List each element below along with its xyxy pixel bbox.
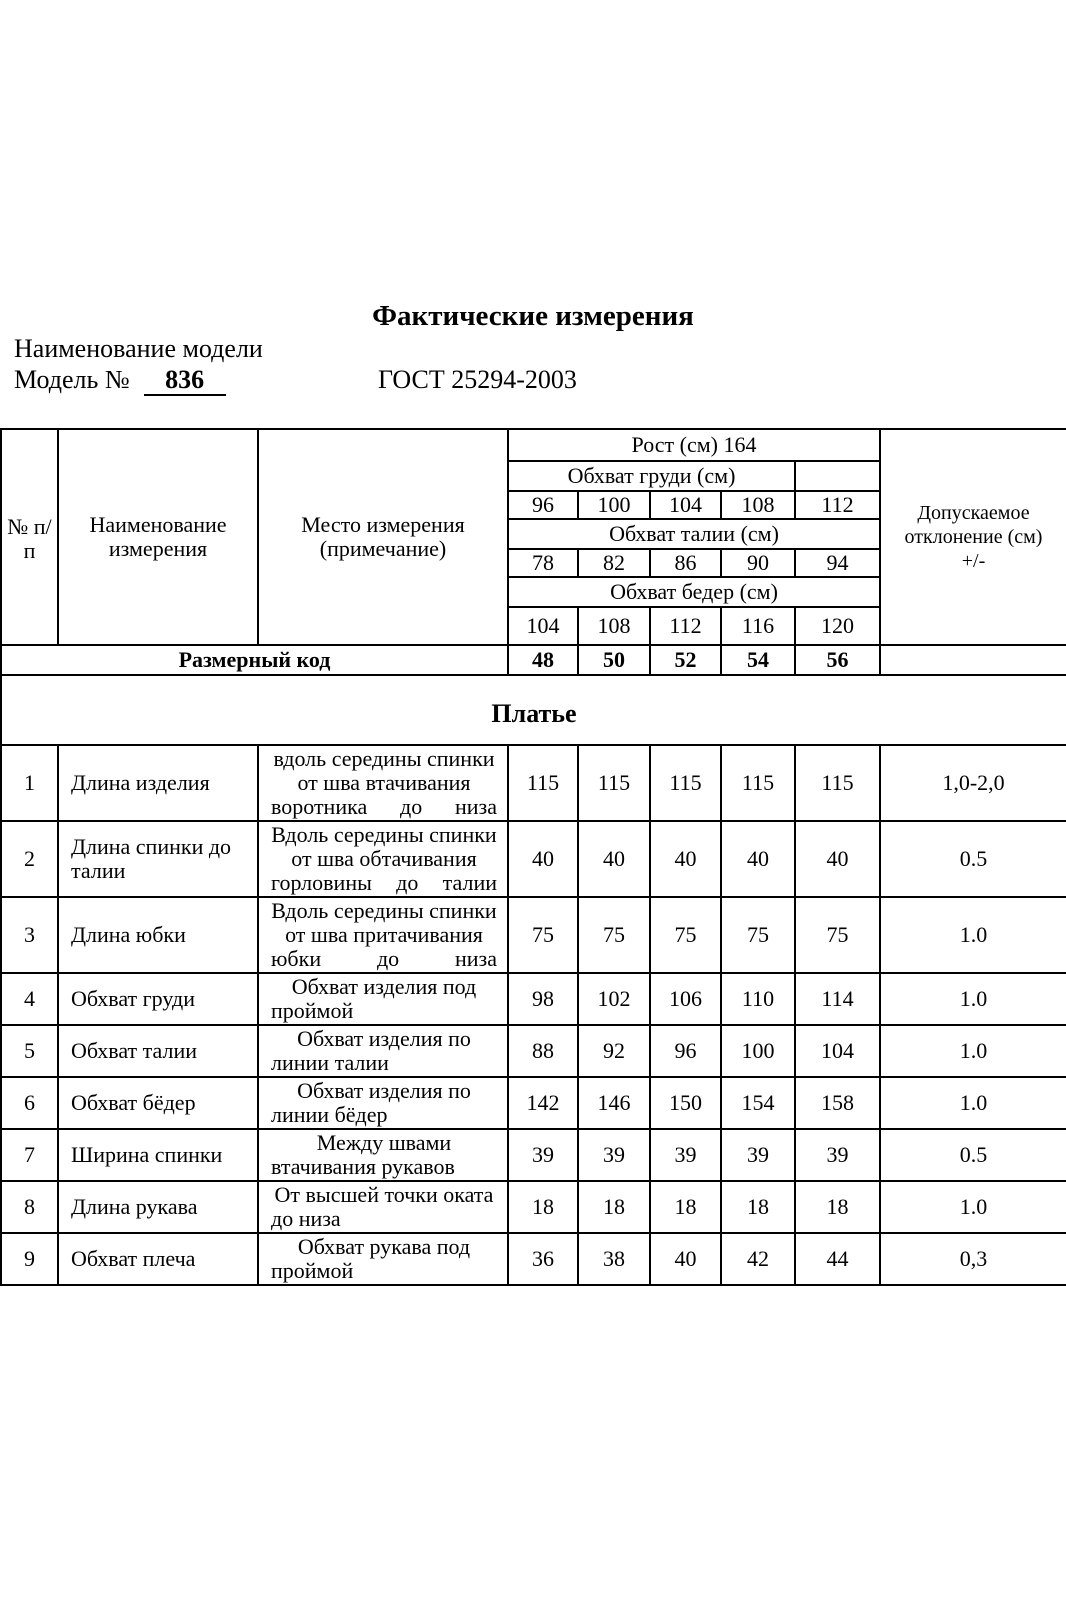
measurement-name: Длина изделия xyxy=(58,745,258,821)
measurement-name: Обхват груди xyxy=(58,973,258,1025)
measurement-value: 39 xyxy=(721,1129,795,1181)
table-row xyxy=(1,1181,1066,1233)
measurement-value: 146 xyxy=(578,1077,650,1129)
chest-value: 112 xyxy=(795,491,880,519)
measurement-value: 110 xyxy=(721,973,795,1025)
measurement-value: 40 xyxy=(795,821,880,897)
measurement-value: 39 xyxy=(795,1129,880,1181)
measurement-value: 115 xyxy=(508,745,578,821)
measurement-value: 38 xyxy=(578,1233,650,1285)
size-code: 54 xyxy=(721,645,795,675)
measurement-value: 154 xyxy=(721,1077,795,1129)
measurement-value: 115 xyxy=(795,745,880,821)
measurement-note: Обхват изделия под проймой xyxy=(258,973,508,1025)
measurement-value: 40 xyxy=(650,1233,721,1285)
measurement-name: Ширина спинки xyxy=(58,1129,258,1181)
measurement-rows xyxy=(1,745,1066,1285)
size-code: 56 xyxy=(795,645,880,675)
row-number: 6 xyxy=(1,1077,58,1129)
measurement-value: 158 xyxy=(795,1077,880,1129)
document-title: Фактические измерения xyxy=(372,300,694,332)
chest-value: 108 xyxy=(721,491,795,519)
waist-value: 86 xyxy=(650,549,721,577)
measurement-name: Длина юбки xyxy=(58,897,258,973)
size-code-row xyxy=(1,645,1066,675)
measurement-value: 75 xyxy=(578,897,650,973)
hips-value: 116 xyxy=(721,607,795,645)
measurement-value: 39 xyxy=(578,1129,650,1181)
table-row xyxy=(1,1025,1066,1077)
measurement-value: 75 xyxy=(508,897,578,973)
row-number: 7 xyxy=(1,1129,58,1181)
hips-value: 120 xyxy=(795,607,880,645)
chest-value: 96 xyxy=(508,491,578,519)
tolerance-value: 1.0 xyxy=(880,1025,1066,1077)
tolerance-value: 1.0 xyxy=(880,897,1066,973)
measurement-value: 44 xyxy=(795,1233,880,1285)
header-waist-label: Обхват талии (см) xyxy=(508,519,880,549)
row-number: 2 xyxy=(1,821,58,897)
measurement-value: 40 xyxy=(508,821,578,897)
header-empty-cell xyxy=(795,461,880,491)
row-number: 8 xyxy=(1,1181,58,1233)
header-hips-label: Обхват бедер (см) xyxy=(508,577,880,607)
row-number: 5 xyxy=(1,1025,58,1077)
measurement-value: 36 xyxy=(508,1233,578,1285)
size-code: 48 xyxy=(508,645,578,675)
row-number: 9 xyxy=(1,1233,58,1285)
measurement-value: 75 xyxy=(650,897,721,973)
measurement-value: 18 xyxy=(508,1181,578,1233)
measurement-note: вдоль середины спинки от шва втачивания воротника до низа xyxy=(258,745,508,821)
measurement-value: 39 xyxy=(508,1129,578,1181)
header-place: Место измерения (примечание) xyxy=(258,429,508,645)
measurement-value: 98 xyxy=(508,973,578,1025)
measurement-value: 150 xyxy=(650,1077,721,1129)
measurement-value: 96 xyxy=(650,1025,721,1077)
measurement-value: 114 xyxy=(795,973,880,1025)
gost-standard: ГОСТ 25294-2003 xyxy=(378,365,577,394)
measurement-name: Обхват бёдер xyxy=(58,1077,258,1129)
measurement-value: 88 xyxy=(508,1025,578,1077)
header-number: № п/п xyxy=(1,429,58,645)
measurement-value: 115 xyxy=(578,745,650,821)
waist-value: 78 xyxy=(508,549,578,577)
measurement-note: Обхват изделия по линии талии xyxy=(258,1025,508,1077)
measurement-value: 115 xyxy=(721,745,795,821)
table-row xyxy=(1,1077,1066,1129)
model-number-line xyxy=(14,365,226,396)
measurement-value: 39 xyxy=(650,1129,721,1181)
row-number: 4 xyxy=(1,973,58,1025)
table-row xyxy=(1,745,1066,821)
header-chest-label: Обхват груди (см) xyxy=(508,461,795,491)
size-code: 52 xyxy=(650,645,721,675)
measurement-name: Обхват плеча xyxy=(58,1233,258,1285)
measurement-note: Обхват изделия по линии бёдер xyxy=(258,1077,508,1129)
measurement-value: 18 xyxy=(795,1181,880,1233)
tolerance-value: 0,3 xyxy=(880,1233,1066,1285)
measurement-value: 142 xyxy=(508,1077,578,1129)
measurement-note: Между швами втачивания рукавов xyxy=(258,1129,508,1181)
measurement-value: 18 xyxy=(650,1181,721,1233)
measurement-value: 102 xyxy=(578,973,650,1025)
header-name: Наименование измерения xyxy=(58,429,258,645)
measurement-value: 106 xyxy=(650,973,721,1025)
table-row xyxy=(1,897,1066,973)
model-name-label: Наименование модели xyxy=(14,334,263,363)
row-number: 3 xyxy=(1,897,58,973)
size-code: 50 xyxy=(578,645,650,675)
measurement-name: Длина рукава xyxy=(58,1181,258,1233)
table-row xyxy=(1,1129,1066,1181)
hips-value: 108 xyxy=(578,607,650,645)
measurement-note: Вдоль середины спинки от шва обтачивания горловины до талии xyxy=(258,821,508,897)
measurement-value: 40 xyxy=(650,821,721,897)
tolerance-value: 1.0 xyxy=(880,1077,1066,1129)
table-row xyxy=(1,1233,1066,1285)
measurement-note: Обхват рукава под проймой xyxy=(258,1233,508,1285)
size-code-empty xyxy=(880,645,1066,675)
measurements-table xyxy=(0,428,1066,1286)
tolerance-value: 0.5 xyxy=(880,1129,1066,1181)
tolerance-value: 0.5 xyxy=(880,821,1066,897)
measurement-value: 75 xyxy=(795,897,880,973)
measurement-note: От высшей точки оката до низа xyxy=(258,1181,508,1233)
size-code-label: Размерный код xyxy=(1,645,508,675)
section-title: Платье xyxy=(1,675,1066,745)
header-tolerance: Допускаемое отклонение (см) +/- xyxy=(880,429,1066,645)
model-number-label: Модель № xyxy=(14,365,130,394)
tolerance-value: 1,0-2,0 xyxy=(880,745,1066,821)
measurement-value: 115 xyxy=(650,745,721,821)
waist-value: 94 xyxy=(795,549,880,577)
row-number: 1 xyxy=(1,745,58,821)
chest-value: 100 xyxy=(578,491,650,519)
hips-value: 104 xyxy=(508,607,578,645)
measurement-value: 18 xyxy=(721,1181,795,1233)
waist-value: 82 xyxy=(578,549,650,577)
measurement-value: 75 xyxy=(721,897,795,973)
measurement-note: Вдоль середины спинки от шва притачивания юбки до низа xyxy=(258,897,508,973)
measurement-value: 18 xyxy=(578,1181,650,1233)
measurement-value: 92 xyxy=(578,1025,650,1077)
model-number-value: 836 xyxy=(144,366,226,396)
tolerance-value: 1.0 xyxy=(880,973,1066,1025)
measurement-name: Длина спинки до талии xyxy=(58,821,258,897)
waist-value: 90 xyxy=(721,549,795,577)
measurement-value: 40 xyxy=(578,821,650,897)
tolerance-value: 1.0 xyxy=(880,1181,1066,1233)
measurement-name: Обхват талии xyxy=(58,1025,258,1077)
hips-value: 112 xyxy=(650,607,721,645)
table-row xyxy=(1,821,1066,897)
measurement-value: 104 xyxy=(795,1025,880,1077)
table-row xyxy=(1,973,1066,1025)
measurement-value: 40 xyxy=(721,821,795,897)
measurement-value: 100 xyxy=(721,1025,795,1077)
measurement-value: 42 xyxy=(721,1233,795,1285)
header-height: Рост (см) 164 xyxy=(508,429,880,461)
chest-value: 104 xyxy=(650,491,721,519)
